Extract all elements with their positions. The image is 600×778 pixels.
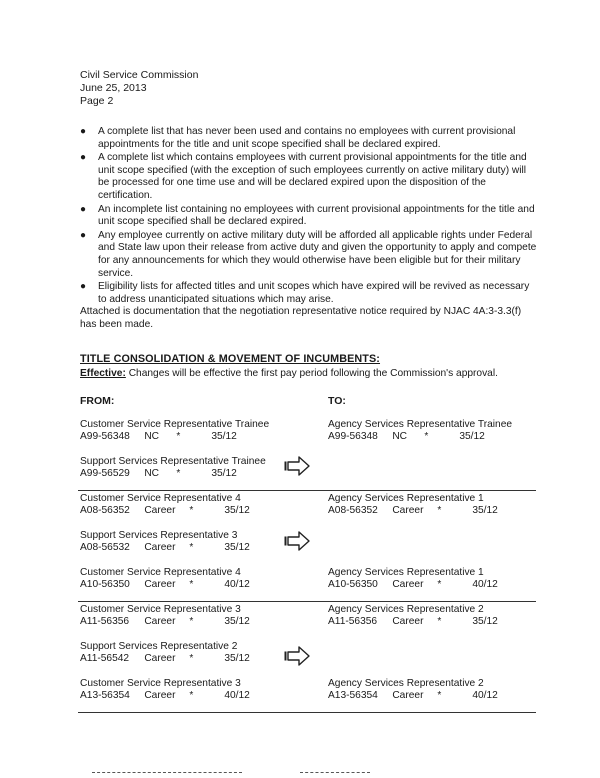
from-entry — [80, 530, 250, 555]
from-entry-mark: * — [189, 616, 194, 628]
bullet-item — [78, 281, 538, 306]
section-title: TITLE CONSOLIDATION & MOVEMENT OF INCUMBENTS: — [80, 353, 381, 365]
from-entry-range: 35/12 — [224, 653, 250, 665]
to-entry-code: A08-56352 — [328, 505, 378, 517]
to-entry-range: 40/12 — [472, 690, 498, 702]
bullet-icon: ● — [80, 126, 87, 137]
to-entry-type: NC — [392, 431, 408, 443]
right-arrow-icon — [284, 530, 310, 552]
right-arrow-icon — [284, 645, 310, 667]
from-entry-title: Customer Service Representative 3 — [80, 678, 241, 689]
from-entry — [80, 456, 266, 481]
to-entry-mark: * — [437, 616, 442, 628]
from-entry-range: 35/12 — [224, 542, 250, 554]
to-entry — [328, 493, 498, 518]
from-entry-type: Career — [144, 505, 176, 517]
to-entry-mark: * — [437, 505, 442, 517]
to-entry — [328, 567, 498, 592]
from-entry-title: Customer Service Representative 4 — [80, 493, 241, 504]
to-entry-range: 35/12 — [472, 616, 498, 628]
to-entry-mark: * — [437, 579, 442, 591]
scan-artifact-line — [92, 772, 242, 773]
from-entry-title: Support Services Representative 2 — [80, 641, 238, 652]
from-entry — [80, 678, 250, 703]
to-entry-range: 40/12 — [472, 579, 498, 591]
to-entry-title: Agency Services Representative 1 — [328, 567, 484, 578]
to-entry-range: 35/12 — [472, 505, 498, 517]
from-entry-type: Career — [144, 542, 176, 554]
to-entry-type: Career — [392, 690, 424, 702]
header-date: June 25, 2013 — [80, 82, 147, 94]
bullet-text: Eligibility lists for affected titles and unit scopes which have expired will be revived as necessary to address unanticipated situations which may arise. — [98, 281, 530, 305]
from-entry-type: Career — [144, 579, 176, 591]
right-arrow-icon — [284, 455, 310, 477]
from-entry-type: Career — [144, 616, 176, 628]
from-entry-range: 35/12 — [224, 505, 250, 517]
from-entry-code: A11-56356 — [80, 616, 130, 628]
to-entry-code: A10-56350 — [328, 579, 378, 591]
to-entry-type: Career — [392, 616, 424, 628]
to-entry-title: Agency Services Representative Trainee — [328, 419, 513, 430]
to-entry-mark: * — [437, 690, 442, 702]
from-entry-code: A08-56352 — [80, 505, 130, 517]
from-entry-code: A11-56542 — [80, 653, 130, 665]
to-entry-code: A11-56356 — [328, 616, 378, 628]
from-entry-range: 40/12 — [224, 690, 250, 702]
to-entry — [328, 678, 498, 703]
effective-label: Effective: — [80, 368, 126, 379]
group-divider — [78, 712, 536, 713]
bullet-icon: ● — [80, 281, 87, 293]
from-entry-code: A99-56348 — [80, 431, 130, 443]
from-entry — [80, 419, 269, 444]
group-divider — [78, 490, 536, 491]
bullet-icon: ● — [80, 203, 87, 215]
from-entry-mark: * — [189, 690, 194, 702]
header-addressee: Civil Service Commission — [80, 69, 199, 81]
bullet-item — [78, 126, 538, 151]
to-entry-title: Agency Services Representative 2 — [328, 604, 484, 615]
group-divider — [78, 601, 536, 602]
from-entry-type: Career — [144, 690, 176, 702]
from-entry-mark: * — [176, 468, 181, 480]
to-entry-code: A13-56354 — [328, 690, 378, 702]
bullet-text: A complete list that has never been used and contains no employees with current provisional appointments for the title and unit scope specified shall be declared expired. — [98, 126, 516, 150]
to-entry-type: Career — [392, 505, 424, 517]
bullet-item — [78, 230, 538, 280]
from-entry-title: Support Services Representative Trainee — [80, 456, 266, 467]
bullet-list — [78, 126, 538, 306]
from-entry-mark: * — [176, 431, 181, 443]
bullet-icon: ● — [80, 229, 87, 241]
from-entry-code: A10-56350 — [80, 579, 130, 591]
from-entry-title: Customer Service Representative 4 — [80, 567, 241, 578]
from-entry-code: A13-56354 — [80, 690, 130, 702]
letter-header — [80, 69, 198, 108]
from-entry — [80, 493, 250, 518]
from-entry-code: A08-56532 — [80, 542, 130, 554]
from-entry-range: 35/12 — [211, 431, 237, 443]
bullet-item — [78, 152, 538, 202]
from-entry — [80, 567, 250, 592]
effective-text: Changes will be effective the first pay period following the Commission's approval. — [125, 368, 498, 379]
from-entry-title: Customer Service Representative Trainee — [80, 419, 270, 430]
from-column-heading: FROM: — [80, 395, 115, 407]
to-entry — [328, 419, 512, 444]
scan-artifact-line — [300, 772, 370, 773]
header-page-number: Page 2 — [80, 95, 114, 107]
from-entry-title: Support Services Representative 3 — [80, 530, 238, 541]
to-entry-title: Agency Services Representative 1 — [328, 493, 484, 504]
from-entry-range: 35/12 — [224, 616, 250, 628]
bullet-item — [78, 204, 538, 229]
notice-paragraph: Attached is documentation that the negotiation representative notice required by NJAC 4A:3-3.3(f) has been made. — [80, 306, 522, 330]
to-column-heading: TO: — [328, 395, 346, 407]
to-entry-title: Agency Services Representative 2 — [328, 678, 484, 689]
from-entry-title: Customer Service Representative 3 — [80, 604, 241, 615]
from-entry-type: NC — [144, 431, 160, 443]
to-entry — [328, 604, 498, 629]
from-entry-mark: * — [189, 579, 194, 591]
from-entry-mark: * — [189, 505, 194, 517]
effective-line — [80, 368, 550, 379]
from-entry — [80, 641, 250, 666]
to-entry-code: A99-56348 — [328, 431, 378, 443]
from-entry-type: Career — [144, 653, 176, 665]
from-entry-mark: * — [189, 542, 194, 554]
from-entry — [80, 604, 250, 629]
bullet-text: An incomplete list containing no employees with current provisional appointments for the title and unit scope specified shall be declared expired. — [98, 203, 535, 228]
to-entry-mark: * — [424, 431, 429, 443]
bullet-icon: ● — [80, 152, 87, 164]
from-entry-type: NC — [144, 468, 160, 480]
from-entry-code: A99-56529 — [80, 468, 130, 480]
from-entry-range: 35/12 — [211, 468, 237, 480]
bullet-text: Any employee currently on active military duty will be afforded all applicable rights under Federal and State law upon their release from active duty and given the opportunity to apply and compete for any announcements for which they would otherwise have been eligible but for their military service. — [98, 229, 537, 279]
from-entry-range: 40/12 — [224, 579, 250, 591]
to-entry-type: Career — [392, 579, 424, 591]
bullet-text: A complete list which contains employees with current provisional appointments for the title and unit scope specified (with the exception of such employees currently on active military duty) will be processed for one time use and will be declared expired upon the disposition of the certification. — [98, 152, 527, 201]
to-entry-range: 35/12 — [459, 431, 485, 443]
from-entry-mark: * — [189, 653, 194, 665]
